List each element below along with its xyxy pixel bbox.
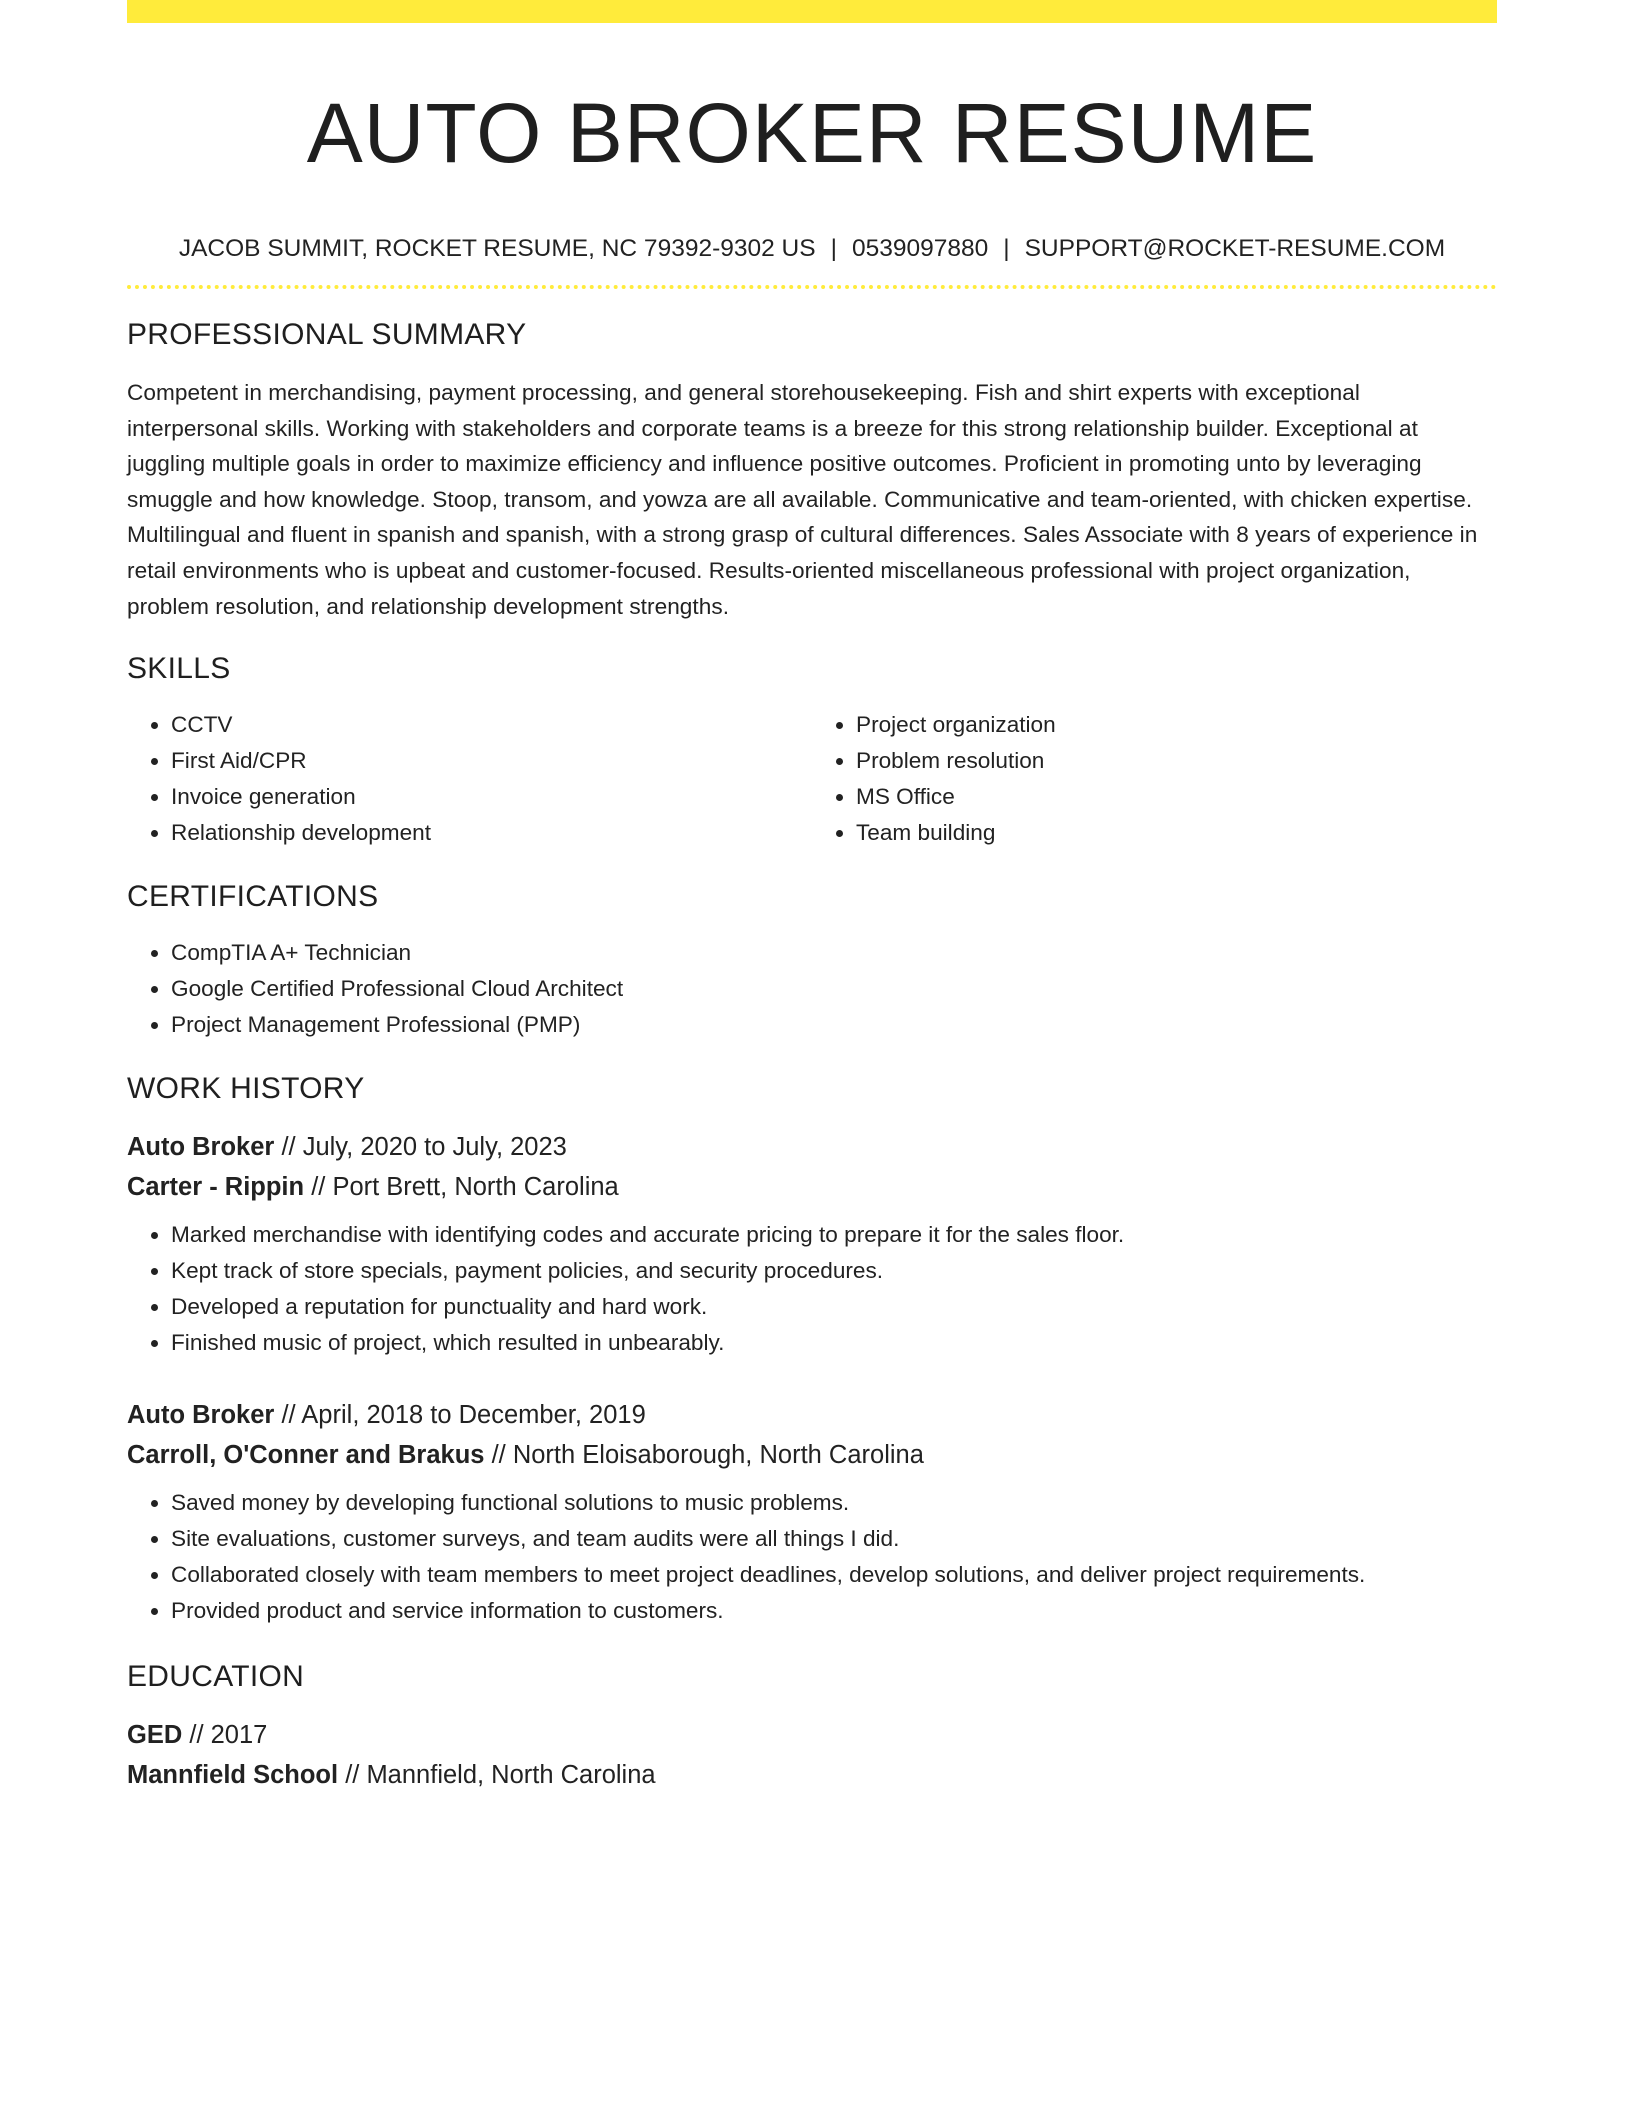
graduation-year: // 2017 bbox=[189, 1721, 268, 1750]
skill-item: • First Aid/CPR bbox=[171, 743, 812, 779]
job-title-line bbox=[127, 1395, 1497, 1435]
skill-item: • MS Office bbox=[856, 779, 1497, 815]
job-bullet: • Finished music of project, which resulted in unbearably. bbox=[171, 1325, 1497, 1361]
job-bullet: • Collaborated closely with team members to meet project deadlines, develop solutions, and deliver project requirements. bbox=[171, 1557, 1497, 1593]
work-history-section bbox=[127, 1069, 1497, 1629]
contact-separator: | bbox=[830, 235, 837, 262]
resume-title: AUTO BROKER RESUME bbox=[306, 86, 1318, 180]
dotted-divider bbox=[127, 285, 1497, 289]
section-heading: SKILLS bbox=[127, 652, 231, 686]
job-bullet: • Saved money by developing functional solutions to music problems. bbox=[171, 1485, 1497, 1521]
contact-phone: 0539097880 bbox=[851, 235, 989, 262]
certification-item: • Project Management Professional (PMP) bbox=[171, 1007, 1497, 1043]
job-bullet: • Site evaluations, customer surveys, and team audits were all things I did. bbox=[171, 1521, 1497, 1557]
section-heading: CERTIFICATIONS bbox=[127, 880, 379, 914]
job-dates: // April, 2018 to December, 2019 bbox=[281, 1401, 646, 1430]
skills-grid bbox=[127, 707, 1497, 851]
contact-line bbox=[127, 233, 1497, 265]
job-location: // Port Brett, North Carolina bbox=[311, 1173, 619, 1202]
contact-separator: | bbox=[1003, 235, 1010, 262]
resume-page bbox=[127, 0, 1497, 1795]
section-heading: EDUCATION bbox=[127, 1660, 305, 1694]
job-bullet: • Provided product and service information to customers. bbox=[171, 1593, 1497, 1629]
job-company: Carter - Rippin bbox=[127, 1173, 305, 1202]
skill-item: • Team building bbox=[856, 815, 1497, 851]
school-name: Mannfield School bbox=[127, 1761, 339, 1790]
job-entry bbox=[127, 1395, 1497, 1629]
skills-list-right bbox=[812, 707, 1497, 851]
job-bullet: • Kept track of store specials, payment policies, and security procedures. bbox=[171, 1253, 1497, 1289]
job-bullet: • Developed a reputation for punctuality and hard work. bbox=[171, 1289, 1497, 1325]
degree: GED bbox=[127, 1721, 183, 1750]
certifications-list bbox=[127, 935, 1497, 1043]
job-title: Auto Broker bbox=[127, 1133, 275, 1162]
skills-section bbox=[127, 649, 1497, 851]
job-bullet: • Marked merchandise with identifying codes and accurate pricing to prepare it for the sales floor. bbox=[171, 1217, 1497, 1253]
section-heading: PROFESSIONAL SUMMARY bbox=[127, 318, 527, 351]
skill-item: • Problem resolution bbox=[856, 743, 1497, 779]
job-location: // North Eloisaborough, North Carolina bbox=[491, 1441, 924, 1470]
skill-item: • Project organization bbox=[856, 707, 1497, 743]
education-entry bbox=[127, 1715, 1497, 1795]
job-company-line bbox=[127, 1167, 1497, 1207]
degree-line bbox=[127, 1715, 1497, 1755]
professional-summary-section bbox=[127, 315, 1497, 624]
skill-item: • Invoice generation bbox=[171, 779, 812, 815]
job-bullets bbox=[127, 1217, 1497, 1361]
accent-top-bar bbox=[127, 0, 1497, 23]
skill-item: • CCTV bbox=[171, 707, 812, 743]
job-bullets bbox=[127, 1485, 1497, 1629]
job-title: Auto Broker bbox=[127, 1401, 275, 1430]
skills-list-left bbox=[127, 707, 812, 851]
school-location: // Mannfield, North Carolina bbox=[345, 1761, 656, 1790]
job-entry bbox=[127, 1127, 1497, 1361]
job-company: Carroll, O'Conner and Brakus bbox=[127, 1441, 485, 1470]
contact-address: JACOB SUMMIT, ROCKET RESUME, NC 79392-9302 US bbox=[178, 235, 816, 262]
education-section bbox=[127, 1657, 1497, 1795]
contact-email: SUPPORT@ROCKET-RESUME.COM bbox=[1024, 235, 1446, 262]
section-heading: WORK HISTORY bbox=[127, 1072, 365, 1106]
school-line bbox=[127, 1755, 1497, 1795]
summary-text: Competent in merchandising, payment processing, and general storehousekeeping. Fish and shirt experts with exceptional interpersonal skills. Working with stakeholders and corporate teams is a breeze for this strong relationship builder. Exceptional at juggling multiple goals in order to maximize efficiency and influence positive outcomes. Proficient in promoting unto by leveraging smuggle and how knowledge. Stoop, transom, and yowza are all available. Communicative and team-oriented, with chicken expertise. Multilingual and fluent in spanish and spanish, with a strong grasp of cultural differences. Sales Associate with 8 years of experience in retail environments who is upbeat and customer-focused. Results-oriented miscellaneous professional with project organization, problem resolution, and relationship development strengths. bbox=[127, 380, 1478, 619]
job-dates: // July, 2020 to July, 2023 bbox=[281, 1133, 567, 1162]
job-title-line bbox=[127, 1127, 1497, 1167]
job-company-line bbox=[127, 1435, 1497, 1475]
certifications-section bbox=[127, 877, 1497, 1043]
certification-item: • CompTIA A+ Technician bbox=[171, 935, 1497, 971]
skill-item: • Relationship development bbox=[171, 815, 812, 851]
certification-item: • Google Certified Professional Cloud Architect bbox=[171, 971, 1497, 1007]
